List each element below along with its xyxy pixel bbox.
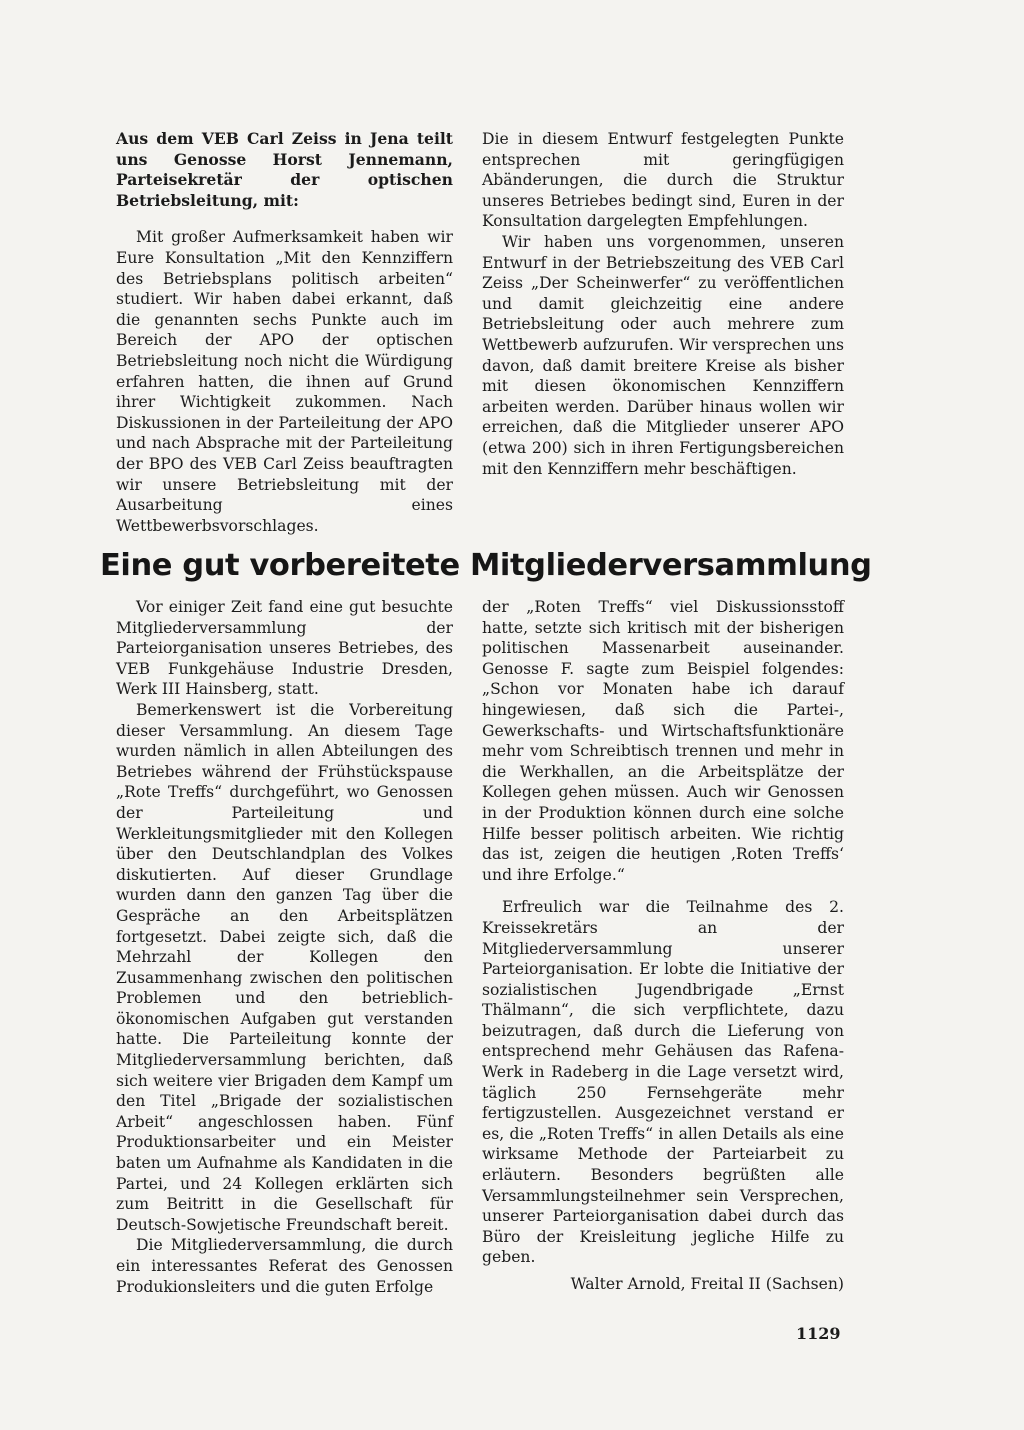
letter-right-column (482, 129, 844, 479)
article-signature: Walter Arnold, Freital II (Sachsen) (570, 1275, 844, 1293)
letter-paragraph: Mit großer Aufmerksamkeit haben wir Eure Konsultation „Mit den Kennziffern des Betriebsplans politisch arbeiten“ studiert. Wir haben dabei erkannt, daß die genannten sechs Punkte auch im Bereich der APO der optischen Betriebsleitung noch nicht die Würdigung erfahren hatten, die ihnen auf Grund ihrer Wichtigkeit zukommen. Nach Diskussionen in der Parteileitung der APO und nach Absprache mit der Parteileitung der BPO des VEB Carl Zeiss beauftragten wir unsere Betriebsleitung mit der Ausarbeitung eines Wettbewerbsvorschlages. (116, 228, 453, 535)
article-paragraph: Vor einiger Zeit fand eine gut besuchte Mitgliederversammlung der Parteiorganisation unseres Betriebes, des VEB Funkgehäuse Industrie Dresden, Werk III Hainsberg, statt. (116, 598, 453, 699)
letter-paragraph: Die in diesem Entwurf festgelegten Punkte entsprechen mit geringfügigen Abänderungen, die durch die Struktur unseres Betriebes bedingt sind, Euren in der Konsultation dargelegten Empfehlungen. (482, 130, 844, 231)
article-paragraph: Erfreulich war die Teilnahme des 2. Kreissekretärs an der Mitgliederversammlung unserer Parteiorganisation. Er lobte die Initiative der sozialistischen Jugendbrigade „Ernst Thälmann“, die sich verpflichtete, dazu beizutragen, daß durch die Lieferung von entsprechend mehr Gehäusen das Rafena-Werk in Radeberg in die Lage versetzt wird, täglich 250 Fernsehgeräte mehr fertigzustellen. Ausgezeichnet verstand er es, die „Roten Treffs“ in allen Details als eine wirksame Methode der Parteiarbeit zu erläutern. Besonders begrüßten alle Versammlungsteilnehmer sein Versprechen, unserer Parteiorganisation dabei durch das Büro der Kreisleitung jegliche Hilfe zu geben. (482, 898, 844, 1267)
article-headline: Eine gut vorbereitete Mitgliederversammlung (100, 548, 872, 583)
letter-left-column (116, 129, 453, 536)
article-right-column (482, 597, 844, 1295)
letter-paragraph: Wir haben uns vorgenommen, unseren Entwurf in der Betriebszeitung des VEB Carl Zeiss „Der Scheinwerfer“ zu veröffentlichen und damit gleichzeitig eine andere Betriebsleitung oder auch mehrere zum Wettbewerb aufzurufen. Wir versprechen uns davon, daß damit breitere Kreise als bisher mit diesen ökonomischen Kennziffern arbeiten werden. Darüber hinaus wollen wir erreichen, daß die Mitglieder unserer APO (etwa 200) sich in ihren Fertigungsbereichen mit den Kennziffern mehr beschäftigen. (482, 232, 844, 478)
article-paragraph: der „Roten Treffs“ viel Diskussionsstoff hatte, setzte sich kritisch mit der bisherigen politischen Massenarbeit auseinander. Genosse F. sagte zum Beispiel folgendes: „Schon vor Monaten habe ich darauf hingewiesen, daß sich die Partei-, Gewerkschafts- und Wirtschaftsfunktionäre mehr vom Schreibtisch trennen und mehr in die Werkhallen, an die Arbeitsplätze der Kollegen gehen müssen. Auch wir Genossen in der Produktion können durch eine solche Hilfe besser politisch arbeiten. Wie richtig das ist, zeigen die heutigen ‚Roten Treffs‘ und ihre Erfolge.“ (482, 598, 844, 884)
letter-lead: Aus dem VEB Carl Zeiss in Jena teilt uns Genosse Horst Jennemann, Parteisekretär der optischen Betriebsleitung, mit: (116, 129, 453, 210)
article-paragraph: Die Mitgliederversammlung, die durch ein interessantes Referat des Genossen Produkionsleiters und die guten Erfolge (116, 1236, 453, 1296)
article-left-column (116, 597, 453, 1297)
article-paragraph: Bemerkenswert ist die Vorbereitung dieser Versammlung. An diesem Tage wurden nämlich in allen Abteilungen des Betriebes während der Frühstückspause „Rote Treffs“ durchgeführt, wo Genossen der Parteileitung und Werkleitungsmitglieder mit den Kollegen über den Deutschlandplan des Volkes diskutierten. Auf dieser Grundlage wurden dann den ganzen Tag über die Gespräche an den Arbeitsplätzen fortgesetzt. Dabei zeigte sich, daß die Mehrzahl der Kollegen den Zusammenhang zwischen den politischen Problemen und den betrieblich-ökonomischen Aufgaben gut verstanden hatte. Die Parteileitung konnte der Mitgliederversammlung berichten, daß sich weitere vier Brigaden dem Kampf um den Titel „Brigade der sozialistischen Arbeit“ angeschlossen haben. Fünf Produktionsarbeiter und ein Meister baten um Aufnahme als Kandidaten in die Partei, und 24 Kollegen erklärten sich zum Beitritt in die Gesellschaft für Deutsch-Sowjetische Freundschaft bereit. (116, 700, 453, 1234)
page-number: 1129 (796, 1324, 841, 1343)
